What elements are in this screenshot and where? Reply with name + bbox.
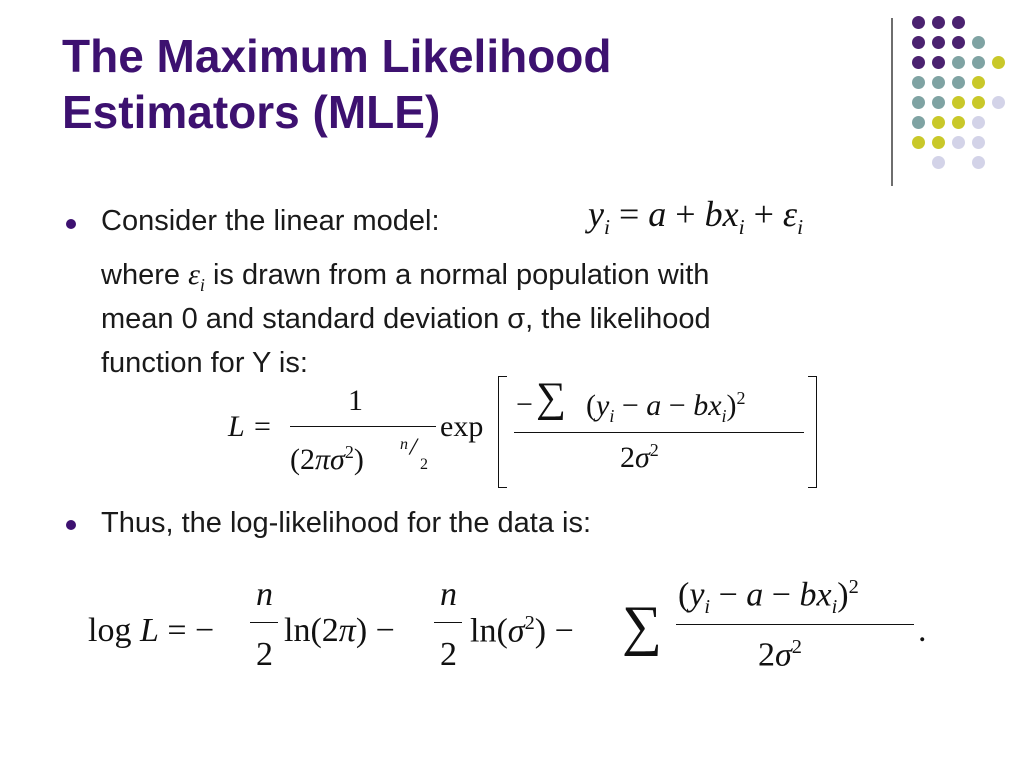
decor-dot [952,116,965,129]
decor-dot [912,36,925,49]
bullet-marker [66,219,76,229]
decor-dot [972,36,985,49]
epsilon-symbol: $\varepsilon_i$ [188,258,205,295]
bullet-marker [66,520,76,530]
bullet-1-line-3: mean 0 and standard deviation σ, the likelihood [101,303,711,335]
decor-dot [972,76,985,89]
decor-dot [972,56,985,69]
decor-dot [932,36,945,49]
decor-dot [952,96,965,109]
decor-dot [932,96,945,109]
decor-dot [972,96,985,109]
decor-dot [912,56,925,69]
decor-dot [912,16,925,29]
decor-dot [972,136,985,149]
bullet-1-line-1: Consider the linear model: [101,205,440,237]
decor-dot [932,156,945,169]
decor-dot [992,96,1005,109]
decor-dot [952,36,965,49]
title-line-2: Estimators (MLE) [62,86,441,138]
decor-dot [992,56,1005,69]
decor-dot [972,116,985,129]
where-word: where [101,259,180,291]
decor-dot [932,116,945,129]
slide-title [62,28,862,140]
bullet-1-line-4: function for Y is: [101,347,308,379]
decor-dot [972,156,985,169]
decor-dot [952,56,965,69]
decor-dot [952,16,965,29]
decor-dot [912,116,925,129]
decor-dot [952,136,965,149]
vertical-divider [891,18,893,186]
model-equation: $y_i = a + bx_i + \varepsilon_i$ [588,194,804,240]
bullet-2-line-1: Thus, the log-likelihood for the data is: [101,507,592,539]
title-line-1: The Maximum Likelihood [62,30,612,82]
decor-dot [932,56,945,69]
where-rest: is drawn from a normal population with [212,259,710,291]
likelihood-equation: L = 1 $(2\pi\sigma^2)$ n / 2 exp − ∑ $(y_i - a - bx_i)^2$ $2\sigma^2$ [228,372,828,492]
decor-dot [932,136,945,149]
log-likelihood-equation: log L = − n 2 ln(2π) − n 2 $\ln(\sigma^2)$ − ∑ $(y_i - a - bx_i)^2$ $2\sigma^2$ . [88,576,927,674]
decor-dot [912,76,925,89]
decor-dot [932,16,945,29]
decor-dot [952,76,965,89]
decor-dot [912,96,925,109]
decor-dot [912,136,925,149]
decor-dot [932,76,945,89]
